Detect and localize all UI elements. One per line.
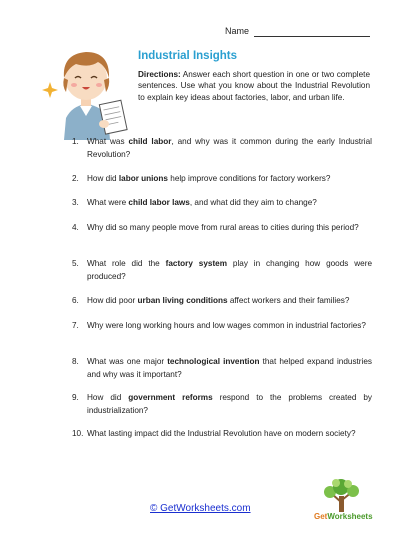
question-text-part: How did [87,393,129,402]
question-number: 8. [72,357,79,366]
question-item [72,197,372,210]
question-number: 10. [72,429,84,438]
question-text-part: that helped expand industries and why was it important? [87,357,373,379]
question-item [72,222,372,235]
question-item [72,428,372,441]
directions-text: Answer each short question in one or two complete sentences. Use what you know about the Industrial Revolution to explain key ideas about factories, labor, and urban life. [138,70,370,102]
question-number: 6. [72,296,79,305]
question-keyword: child labor laws [128,198,190,207]
question-text [87,173,372,186]
question-keyword: factory system [165,259,228,268]
student-character-illustration [42,40,130,140]
question-keyword: child labor [128,137,172,146]
question-text [87,356,372,382]
question-text-part: , and what did they aim to change? [189,198,317,207]
logo-part-worksheets: Worksheets [327,512,373,521]
question-text [87,136,372,162]
question-number: 7. [72,321,79,330]
question-text-part: How did [87,174,119,183]
question-item [72,136,372,162]
question-item [72,356,372,382]
question-text-part: help improve conditions for factory workers? [167,174,331,183]
logo-wordmark [314,512,373,521]
directions [138,69,370,103]
question-text [87,258,372,284]
question-text [87,295,372,308]
question-text [87,392,372,418]
name-line[interactable] [254,36,370,37]
question-text-part: What was one major [87,357,168,366]
logo-part-get: Get [314,512,328,521]
question-text [87,320,372,333]
question-number: 5. [72,259,79,268]
question-text-part: How did poor [87,296,138,305]
question-text-part: What was [87,137,129,146]
question-text-part: What were [87,198,129,207]
question-keyword: urban living conditions [137,296,228,305]
question-text-part: affect workers and their families? [227,296,350,305]
question-item [72,320,372,333]
worksheet-title: Industrial Insights [138,50,238,62]
question-text-part: , and why was it common during the early Industrial Revolution? [87,137,372,159]
question-text-part: What role did the [87,259,166,268]
question-text-part: Why did so many people move from rural areas to cities during this period? [87,223,359,232]
question-number: 4. [72,223,79,232]
question-text [87,197,372,210]
question-keyword: technological invention [167,357,260,366]
question-keyword: government reforms [128,393,213,402]
question-text-part: Why were long working hours and low wages common in industrial factories? [87,321,366,330]
question-item [72,295,372,308]
name-label: Name [225,26,250,36]
question-number: 2. [72,174,79,183]
getworksheets-link[interactable]: © GetWorksheets.com [150,503,251,514]
question-item [72,392,372,418]
question-item [72,173,372,186]
question-number: 3. [72,198,79,207]
directions-label: Directions: [138,70,181,79]
question-text-part: respond to the problems created by industrialization? [87,393,373,415]
question-text-part: play in changing how goods were produced? [87,259,373,281]
question-text [87,222,372,235]
question-text-part: What lasting impact did the Industrial Revolution have on modern society? [87,429,356,438]
name-field[interactable] [225,25,370,39]
question-keyword: labor unions [118,174,168,183]
question-item [72,258,372,284]
question-text [87,428,372,441]
question-number: 1. [72,137,79,146]
question-number: 9. [72,393,79,402]
